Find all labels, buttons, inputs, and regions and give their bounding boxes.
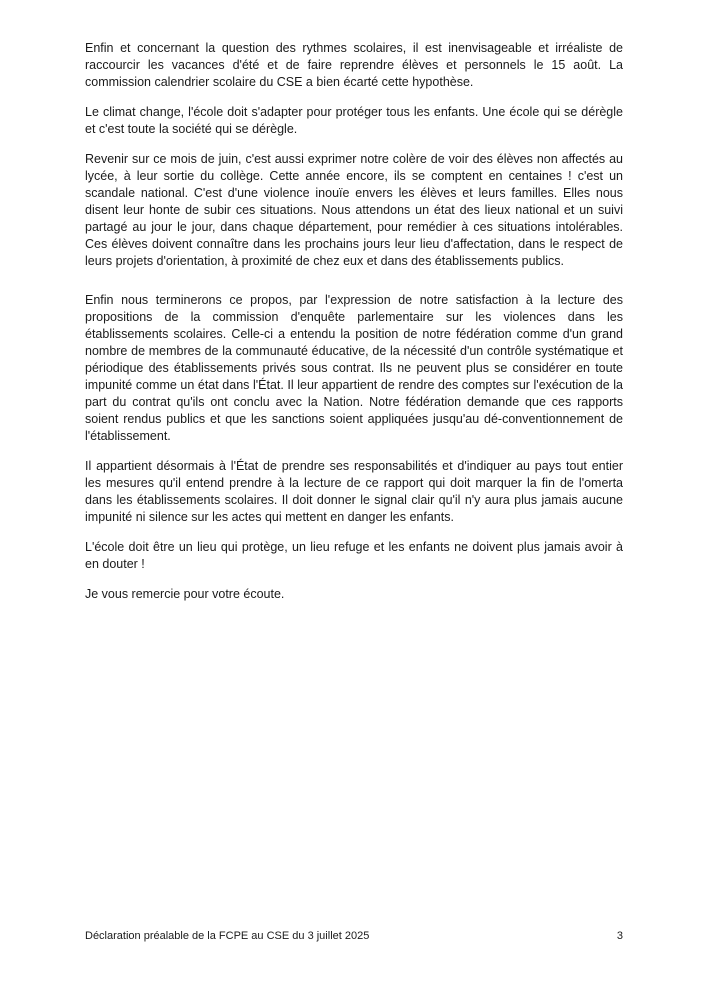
- paragraph-ecole-refuge: L'école doit être un lieu qui protège, un lieu refuge et les enfants ne doivent plus jamais avoir à en douter !: [85, 540, 623, 571]
- paragraph-commission-enquete: Enfin nous terminerons ce propos, par l'expression de notre satisfaction à la lecture des propositions de la commission d'enquête parlementaire sur les violences dans les établissements scolaires. Celle-ci a entendu la position de notre fédération comme d'un grand nombre de membres de la communauté éducative, de la nécessité d'un contrôle systématique et périodique des établissements privés sous contrat. Ils ne peuvent plus se considérer en toute impunité comme un état dans l'État. Il leur appartient de rendre des comptes sur l'exécution de la part du contrat qu'ils ont conclu avec la Nation. Notre fédération demande que ces rapports soient rendus publics et que les sanctions soient appliquées jusqu'au dé-conventionnement de l'établissement.: [85, 293, 623, 443]
- page-number: 3: [616, 930, 623, 942]
- paragraph-rythmes-scolaires: Enfin et concernant la question des rythmes scolaires, il est inenvisageable et irréaliste de raccourcir les vacances d'été et de faire reprendre élèves et personnels le 15 août. La commission calendrier scolaire du CSE a bien écarté cette hypothèse.: [85, 41, 623, 89]
- paragraph-remerciements: Je vous remercie pour votre écoute.: [85, 587, 285, 601]
- paragraph-climat: Le climat change, l'école doit s'adapter pour protéger tous les enfants. Une école qui se dérègle et c'est toute la société qui se dérègle.: [85, 105, 623, 136]
- paragraph-affectation: Revenir sur ce mois de juin, c'est aussi exprimer notre colère de voir des élèves non affectés au lycée, à leur sortie du collège. Cette année encore, ils se comptent en centaines ! c'est un scandale national. C'est d'une violence inouïe envers les élèves et leurs familles. Elles nous disent leur honte de subir ces situations. Nous attendons un état des lieux national et un suivi partagé au jour le jour, dans chaque département, pour remédier à ces situations intolérables. Ces élèves doivent connaître dans les prochains jours leur lieu d'affectation, dans le respect de leurs projets d'orientation, à proximité de chez eux et dans des établissements publics.: [85, 152, 623, 268]
- document-body: [85, 40, 623, 616]
- footer-title: Déclaration préalable de la FCPE au CSE du 3 juillet 2025: [85, 930, 370, 942]
- paragraph-responsabilites-etat: Il appartient désormais à l'État de prendre ses responsabilités et d'indiquer au pays tout entier les mesures qu'il entend prendre à la lecture de ce rapport qui doit marquer la fin de l'omerta dans les établissements scolaires. Il doit donner le signal clair qu'il n'y aura plus jamais aucune impunité ni silence sur les actes qui mettent en danger les enfants.: [85, 459, 623, 524]
- page-footer: [85, 929, 623, 943]
